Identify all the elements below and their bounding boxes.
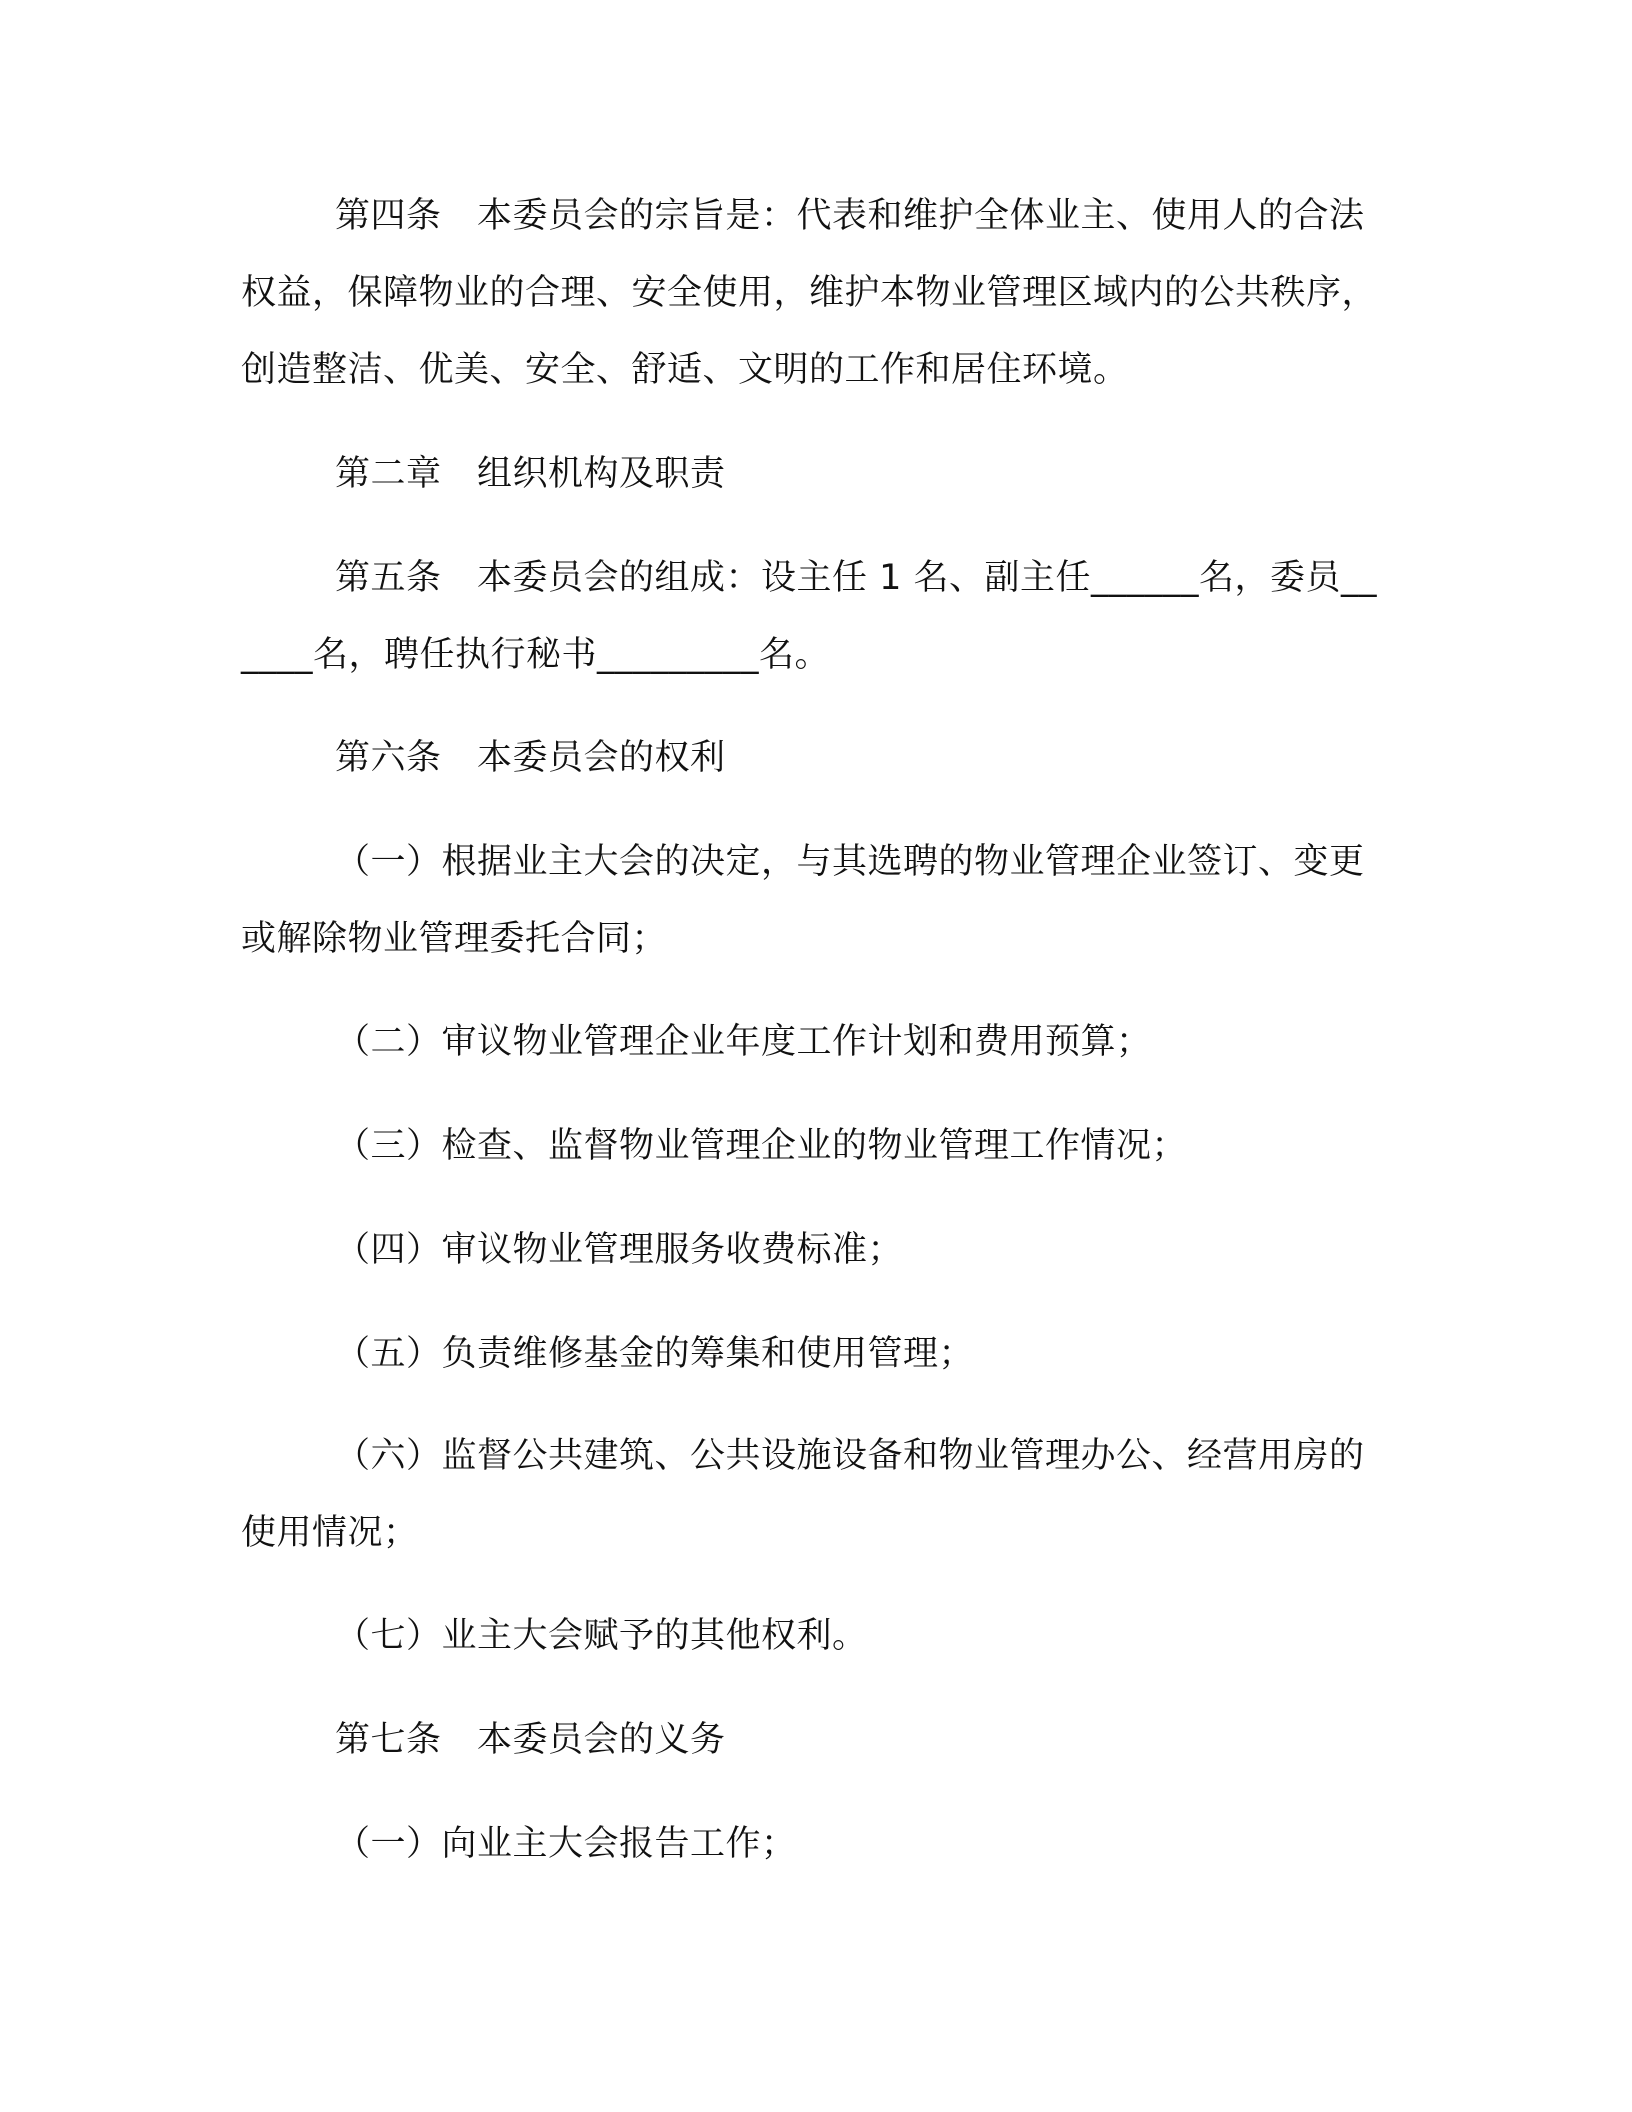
- article-6-item-7: （七）业主大会赋予的其他权利。: [335, 1616, 868, 1656]
- article-4-paragraph: 第四条 本委员会的宗旨是：代表和维护全体业主、使用人的合法权益，保障物业的合理、安全使用，维护本物业管理区域内的公共秩序，创造整洁、优美、安全、舒适、文明的工作和居住环境。: [241, 196, 1378, 390]
- article-6-item-4: （四）审议物业管理服务收费标准；: [335, 1230, 904, 1270]
- article-6-heading: 第六条 本委员会的权利: [335, 738, 726, 778]
- article-6-item-2: （二）审议物业管理企业年度工作计划和费用预算；: [335, 1022, 1152, 1062]
- article-6-item-5: （五）负责维修基金的筹集和使用管理；: [335, 1334, 975, 1374]
- article-6-item-1: （一）根据业主大会的决定，与其选聘的物业管理企业签订、变更或解除物业管理委托合同；: [241, 842, 1365, 959]
- article-6-item-3: （三）检查、监督物业管理企业的物业管理工作情况；: [335, 1126, 1188, 1166]
- article-5-paragraph: 第五条 本委员会的组成：设主任 1 名、副主任______名，委员______名，聘任执行秘书_________名。: [241, 558, 1378, 675]
- chapter-2-heading: 第二章 组织机构及职责: [335, 454, 726, 494]
- article-7-heading: 第七条 本委员会的义务: [335, 1720, 726, 1760]
- article-6-item-6: （六）监督公共建筑、公共设施设备和物业管理办公、经营用房的使用情况；: [241, 1436, 1365, 1553]
- article-7-item-1: （一）向业主大会报告工作；: [335, 1824, 797, 1864]
